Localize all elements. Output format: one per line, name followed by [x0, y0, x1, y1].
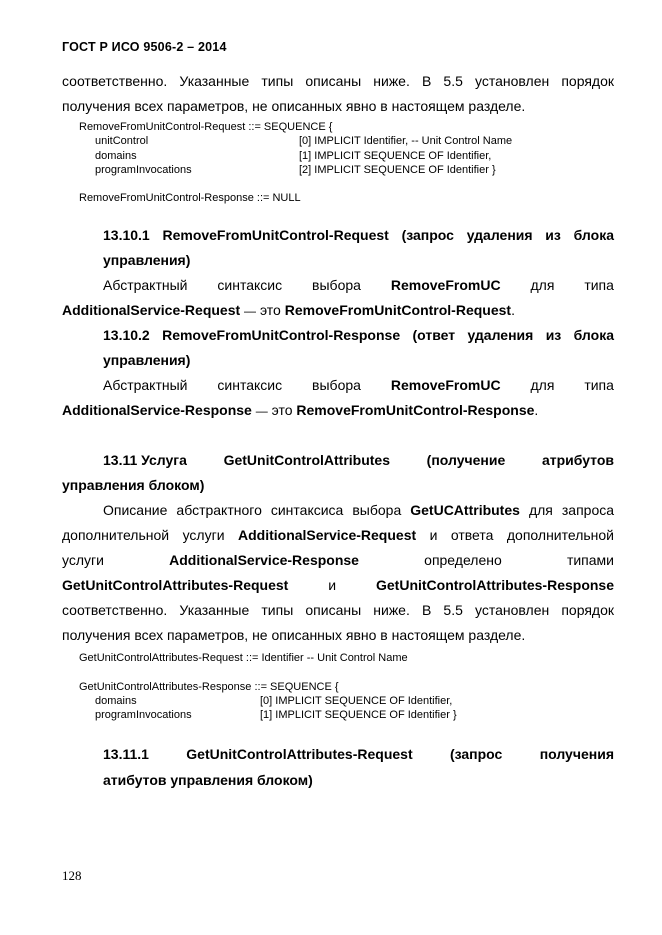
body-13-11-line-4: [62, 573, 614, 598]
word: выбора: [312, 377, 361, 393]
type-name: GetUnitControlAttributes-Response: [376, 577, 614, 593]
body-13-11-line-2: [62, 523, 614, 548]
body-13-11-line-6: получения всех параметров, не описанных явно в настоящем разделе.: [62, 627, 526, 643]
word: типами: [566, 552, 614, 568]
word: GetUnitControlAttributes: [223, 452, 390, 468]
type-name: RemoveFromUnitControl-Request: [284, 302, 512, 318]
period: .: [534, 402, 539, 418]
em-dash: —: [255, 404, 268, 418]
body-13-11-line-3: [62, 548, 614, 573]
type-name: GetUnitControlAttributes-Request: [62, 577, 289, 593]
body-13-10-2-line-2: [62, 398, 614, 424]
type-name: GetUCAttributes: [410, 502, 520, 518]
type-name: AdditionalService-Request: [237, 527, 417, 543]
word: атрибутов: [541, 452, 614, 468]
code-remove-request-head: RemoveFromUnitControl-Request ::= SEQUENCE {: [79, 121, 333, 133]
word: определено: [424, 552, 502, 568]
period: .: [511, 302, 515, 318]
heading-13-11: [62, 448, 614, 473]
code-get-request: GetUnitControlAttributes-Request ::= Identifier -- Unit Control Name: [79, 652, 408, 664]
code-field-name: domains: [95, 150, 137, 162]
heading-13-10-1-cont: управления): [103, 252, 191, 268]
type-name: RemoveFromUnitControl-Response: [296, 402, 535, 418]
word: (получение: [426, 452, 506, 468]
code-field-name: programInvocations: [95, 709, 192, 721]
code-field-name: programInvocations: [95, 164, 192, 176]
text: дополнительной услуги: [62, 527, 225, 543]
heading-13-10-2: 13.10.2 RemoveFromUnitControl-Response (ответ удаления из блока: [103, 327, 614, 343]
word: Абстрактный: [103, 377, 188, 393]
code-field-spec: [1] IMPLICIT SEQUENCE OF Identifier }: [260, 709, 457, 721]
word: GetUnitControlAttributes-Request: [186, 746, 413, 762]
body-13-11-line-1: [62, 498, 614, 523]
word: синтаксис: [217, 277, 283, 293]
word-bold: RemoveFromUC: [390, 377, 501, 393]
body-13-10-1-line-2: [62, 298, 614, 324]
word: это: [259, 302, 281, 318]
text: Описание абстрактного синтаксиса выбора: [103, 502, 402, 518]
word-bold: RemoveFromUC: [390, 277, 501, 293]
page-header: ГОСТ Р ИСО 9506-2 – 2014: [62, 40, 227, 54]
word: выбора: [312, 277, 361, 293]
code-remove-response: RemoveFromUnitControl-Response ::= NULL: [79, 192, 301, 204]
code-field-name: unitControl: [95, 135, 149, 147]
em-dash: —: [244, 304, 257, 318]
word: 13.11.1: [103, 746, 149, 762]
type-name: AdditionalService-Response: [62, 402, 252, 418]
word: получения: [539, 746, 614, 762]
code-field-spec: [2] IMPLICIT SEQUENCE OF Identifier }: [299, 164, 496, 176]
heading-13-10-1: 13.10.1 RemoveFromUnitControl-Request (запрос удаления из блока: [103, 227, 614, 243]
word: типа: [584, 377, 614, 393]
heading-13-11-cont: управления блоком): [62, 477, 205, 493]
word: типа: [584, 277, 614, 293]
word: Абстрактный: [103, 277, 188, 293]
body-13-11-line-5: соответственно. Указанные типы описаны ниже. В 5.5 установлен порядок: [62, 602, 614, 618]
heading-13-11-1-cont: атибутов управления блоком): [103, 772, 313, 788]
page-number: 128: [62, 868, 82, 883]
word: для: [530, 277, 555, 293]
heading-13-10-2-cont: управления): [103, 352, 191, 368]
body-13-10-2-line-1: [62, 373, 614, 398]
heading-13-11-1: [62, 742, 614, 767]
code-field-spec: [1] IMPLICIT SEQUENCE OF Identifier,: [299, 150, 492, 162]
type-name: AdditionalService-Response: [169, 552, 359, 568]
body-13-10-1-line-1: [62, 273, 614, 298]
word: (запрос: [449, 746, 503, 762]
code-field-spec: [0] IMPLICIT SEQUENCE OF Identifier,: [260, 695, 453, 707]
word: синтаксис: [217, 377, 283, 393]
text: для запроса: [528, 502, 615, 518]
text: и ответа дополнительной: [429, 527, 614, 543]
word: услуги: [62, 552, 104, 568]
code-field-spec: [0] IMPLICIT Identifier, -- Unit Control Name: [299, 135, 513, 147]
code-get-response-head: GetUnitControlAttributes-Response ::= SEQUENCE {: [79, 681, 339, 693]
code-field-name: domains: [95, 695, 137, 707]
intro-line-2: получения всех параметров, не описанных явно в настоящем разделе.: [62, 98, 526, 114]
word: и: [328, 577, 337, 593]
word: 13.11 Услуга: [103, 452, 187, 468]
type-name: AdditionalService-Request: [62, 302, 241, 318]
intro-line-1: соответственно. Указанные типы описаны ниже. В 5.5 установлен порядок: [62, 73, 614, 89]
word: это: [271, 402, 293, 418]
word: для: [530, 377, 555, 393]
